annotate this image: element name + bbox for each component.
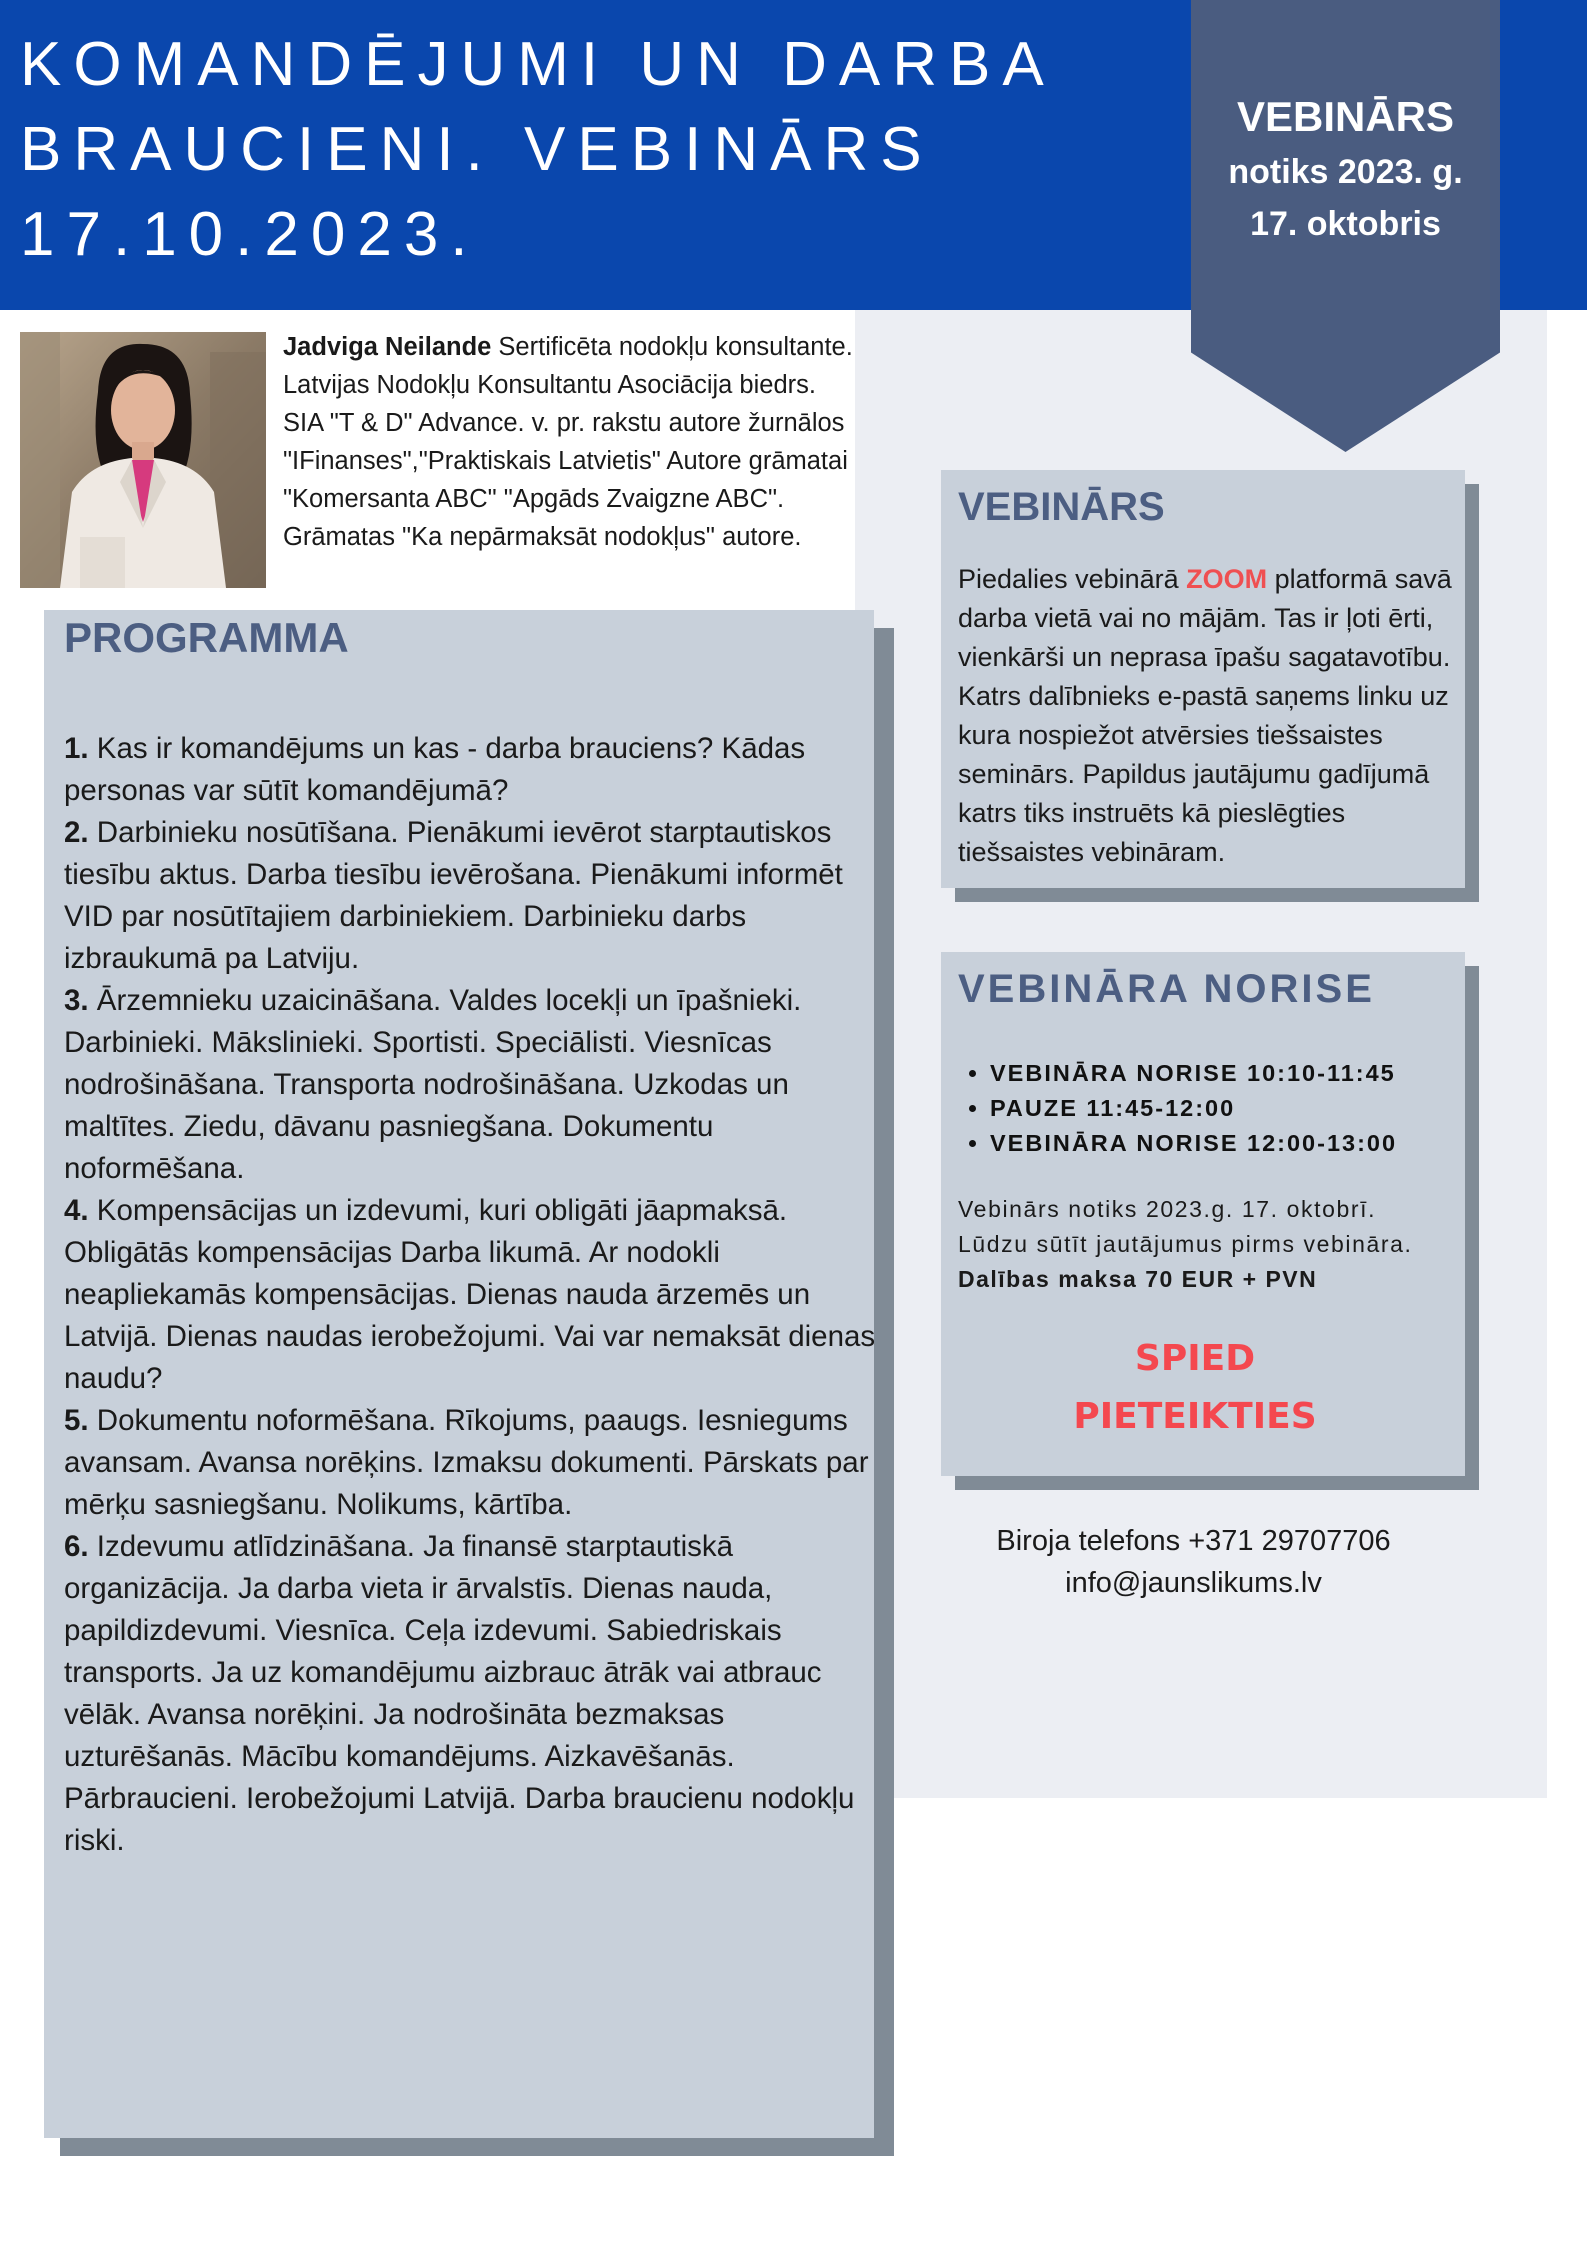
program-item-number: 5. [64,1404,89,1437]
program-item-2 [64,812,884,980]
register-button-line-1: SPIED [1134,1338,1256,1379]
program-item-6 [64,1526,884,1862]
note-questions: Lūdzu sūtīt jautājumus pirms vebināra. [958,1231,1413,1257]
program-item-number: 2. [64,816,89,849]
program-item-4 [64,1190,884,1400]
page-title [20,22,1140,277]
program-item-number: 6. [64,1530,89,1563]
register-button[interactable] [1040,1330,1350,1446]
contacts [941,1520,1446,1604]
pennant-title: VEBINĀRS [1236,93,1455,140]
webinar-heading: VEBINĀRS [958,485,1165,529]
pennant-line-1: notiks 2023. g. [1228,153,1463,191]
program-item-text: Darbinieku nosūtīšana. Pienākumi ievērot starptautiskos tiesību aktus. Darba tiesību ievērošana. Pienākumi informēt VID par nosūtītajiem darbiniekiem. Darbinieku darbs izbraukumā pa Latviju. [64,816,843,975]
note-date: Vebinārs notiks 2023.g. 17. oktobrī. [958,1196,1377,1222]
program-item-number: 4. [64,1194,89,1227]
program-item-text: Izdevumu atlīdzināšana. Ja finansē starptautiskā organizācija. Ja darba vieta ir ārvalstīs. Dienas nauda, papildizdevumi. Viesnīca. Ceļa izdevumi. Sabiedriskais transports. Ja uz komandējumu aizbrauc ātrāk vai atbrauc vēlāk. Avansa norēķini. Ja nodrošināta bezmaksas uzturēšanās. Mācību komandējums. Aizkavēšanās. Pārbraucieni. Ierobežojumi Latvijā. Darba braucienu nodokļu riski. [64,1530,855,1857]
speaker-photo [20,332,266,588]
webinar-text-before: Piedalies vebinārā [958,564,1187,594]
program-list [64,728,884,1862]
contact-phone: Biroja telefons +371 29707706 [996,1525,1391,1557]
contact-email[interactable]: info@jaunslikums.lv [1065,1567,1322,1599]
program-item-number: 1. [64,732,89,765]
program-item-text: Dokumentu noformēšana. Rīkojums, paaugs. Iesniegums avansam. Avansa norēķins. Izmaksu dokumenti. Pārskats par mērķu sasniegšanu. Nolikums, kārtība. [64,1404,869,1521]
program-item-text: Kompensācijas un izdevumi, kuri obligāti jāapmaksā. Obligātās kompensācijas Darba likumā. Ar nodokli neapliekamās kompensācijas. Dienas nauda ārzemēs un Latvijā. Dienas naudas ierobežojumi. Vai var nemaksāt dienas naudu? [64,1194,876,1395]
zoom-highlight: ZOOM [1186,564,1268,594]
program-heading: PROGRAMMA [64,614,349,661]
program-item-text: Kas ir komandējums un kas - darba brauciens? Kādas personas var sūtīt komandējumā? [64,732,806,807]
schedule-notes [958,1192,1458,1297]
speaker-bio [283,328,853,556]
program-item-text: Ārzemnieku uzaicināšana. Valdes locekļi un īpašnieki. Darbinieki. Mākslinieki. Sportisti. Speciālisti. Viesnīcas nodrošināšana. Transporta nodrošināšana. Uzkodas un maltītes. Ziedu, dāvanu pasniegšana. Dokumentu noformēšana. [64,984,802,1185]
program-item-1 [64,728,884,812]
schedule-item-2: • PAUZE 11:45-12:00 [990,1091,1490,1126]
program-item-3 [64,980,884,1190]
schedule-item-3: • VEBINĀRA NORISE 12:00-13:00 [990,1126,1490,1161]
register-button-line-2: PIETEIKTIES [1073,1396,1317,1437]
schedule-item-1: • VEBINĀRA NORISE 10:10-11:45 [990,1056,1490,1091]
program-item-5 [64,1400,884,1526]
note-price: Dalības maksa 70 EUR + PVN [958,1266,1318,1292]
speaker-bio-text: Sertificēta nodokļu konsultante. Latvijas Nodokļu Konsultantu Asociācija biedrs. SIA "T & D" Advance. v. pr. rakstu autore žurnālos "IFinanses","Praktiskais Latvietis" Autore grāmatai "Komersanta ABC" "Apgāds Zvaigzne ABC". Grāmatas "Ka nepārmaksāt nodokļus" autore. [283,333,853,551]
speaker-name: Jadviga Neilande [283,333,492,361]
schedule-list [960,1056,1490,1161]
title-line-2: BRAUCIENI. VEBINĀRS [20,115,934,184]
pennant-line-2: 17. oktobris [1250,205,1441,243]
title-line-3: 17.10.2023. [20,200,480,269]
webinar-description [958,560,1458,872]
pennant-text [1191,88,1500,250]
webinar-text-after: platformā savā darba vietā vai no mājām. Tas ir ļoti ērti, vienkārši un neprasa īpašu sagatavotību. Katrs dalībnieks e-pastā saņems linku uz kura nospiežot atvērsies tiešsaistes seminārs. Papildus jautājumu gadījumā katrs tiks instruēts kā pieslēgties tiešsaistes vebināram. [958,564,1452,867]
program-item-number: 3. [64,984,89,1017]
title-line-1: KOMANDĒJUMI UN DARBA [20,30,1056,99]
schedule-heading: VEBINĀRA NORISE [958,967,1375,1011]
